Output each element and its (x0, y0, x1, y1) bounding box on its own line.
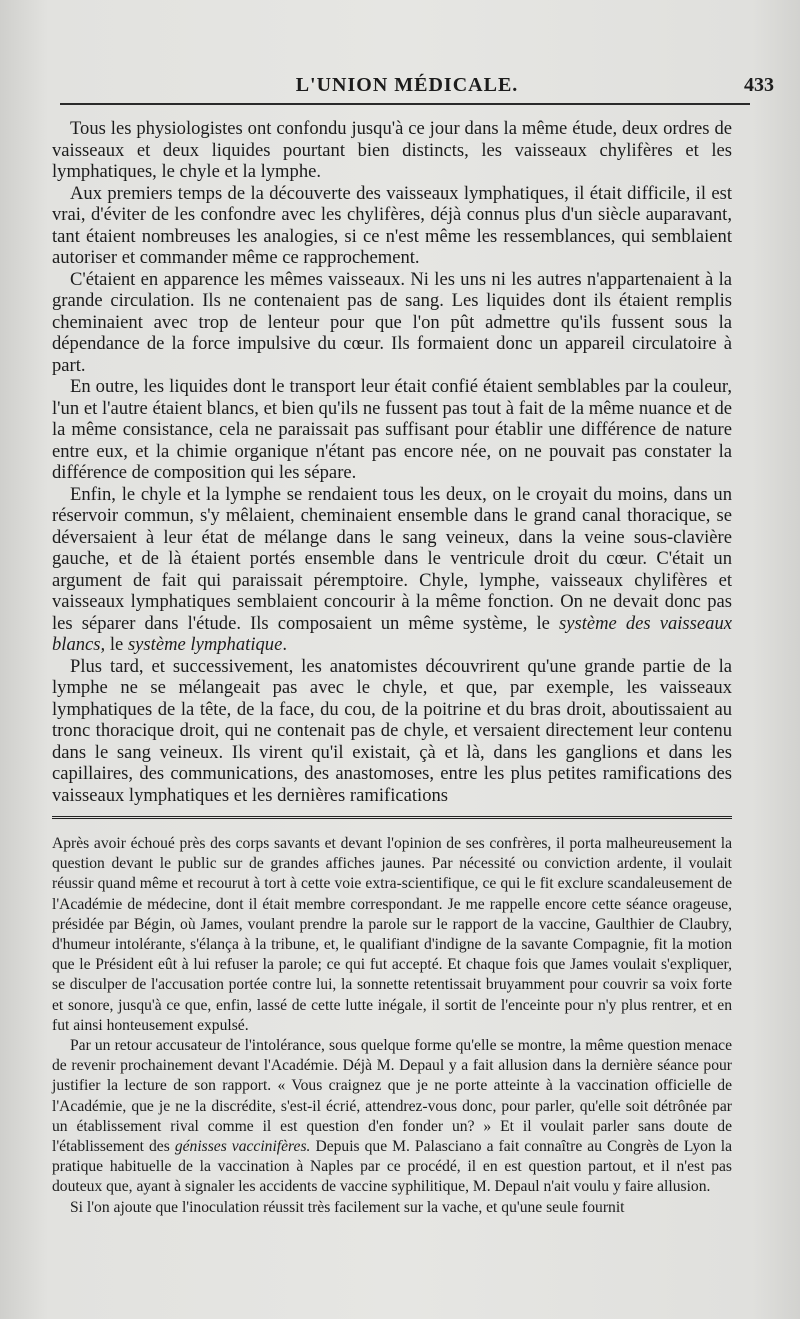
body-paragraph: Tous les physiologistes ont confondu jusqu'à ce jour dans la même étude, deux ordres de vaisseaux et deux liquides pourtant bien distincts, les vaisseaux chylifères et les lymphatiques, le chyle et la lymphe. (52, 118, 732, 182)
footnote-text-run: Par un retour accusateur de l'intolérance, sous quelque forme qu'elle se montre, la même question menace de revenir prochainement devant l'Académie. Déjà M. Depaul y a fait allusion dans la dernière séance pour justifier la lecture de son rapport. « Vous craignez que je ne porte atteinte à la vaccination officielle de l'Académie, que je ne la discrédite, s'est-il écrié, attendrez-vous donc, pour parler, qu'elle soit détrônée par un établissement rival comme il est question d'en fonder un? » Et il voulait parler sans doute de l'établissement des (52, 1037, 732, 1156)
body-text-run: le (109, 634, 124, 655)
footnote-paragraph (52, 1036, 732, 1198)
italic-term: génisses vaccinifères. (174, 1138, 311, 1156)
body-paragraph: Plus tard, et successivement, les anatomistes découvrirent qu'une grande partie de la lymphe ne se mélangeait pas avec le chyle, et que, par exemple, les vaisseaux lymphatiques de la tête, de la face, du cou, de la poitrine et du bras droit, aboutissaient au tronc thoracique droit, qui ne contenait pas de chyle, et versaient directement leur contenu dans le sang veineux. Ils virent qu'il existait, çà et là, dans les ganglions et dans les capillaires, des communications, des anastomoses, entre les plus petites ramifications des vaisseaux lymphatiques et les dernières ramifications (52, 655, 732, 806)
body-text-run: . (282, 634, 287, 655)
footnote-paragraph: Si l'on ajoute que l'inoculation réussit très facilement sur la vache, et qu'une seule fournit (70, 1198, 625, 1216)
header-rule (60, 103, 750, 105)
body-paragraph: En outre, les liquides dont le transport leur était confié étaient semblables par la couleur, l'un et l'autre étaient blancs, et bien qu'ils ne fussent pas tout à fait de la même nuance et de la même consistance, cela ne paraissait pas suffisant pour établir une différence de nature entre eux, et la chimie organique n'étant pas encore née, on ne pouvait pas constater la différence de composition qui les sépare. (52, 376, 732, 483)
page-number: 433 (744, 74, 774, 96)
footnote-text-run: Depuis que M. Palasciano a fait connaître au Congrès de Lyon la pratique habituelle de la vaccination à Naples par ce procédé, il en est question partout, et il n'est pas douteux que, ayant à signaler les accidents de vaccine syphilitique, M. Depaul n'ait voulu y faire allusion. (52, 1138, 732, 1196)
footnote-text (52, 834, 732, 1218)
main-text (52, 118, 732, 806)
body-text-run: Enfin, le chyle et la lymphe se rendaient tous les deux, on le croyait du moins, dans un réservoir commun, s'y mêlaient, cheminaient ensemble dans le grand canal thoracique, se déversaient à leur état de mélange dans le sang veineux, dans la veine sous-clavière gauche, et de là étaient portés ensemble dans le ventricule droit du cœur. C'était un argument de fait qui paraissait péremptoire. Chyle, lymphe, vaisseaux chylifères et vaisseaux lymphatiques semblaient concourir à la même fonction. On ne devait donc pas les séparer dans l'étude. Ils composaient un même système, le (52, 483, 732, 634)
body-paragraph: Aux premiers temps de la découverte des vaisseaux lymphatiques, il était difficile, il est vrai, d'éviter de les confondre avec les chylifères, déjà connus plus d'un siècle auparavant, tant étaient nombreuses les analogies, si ce n'est même les ressemblances, qui semblaient autoriser et commander même ce rapprochement. (52, 182, 732, 268)
italic-term: système lymphatique (127, 634, 283, 655)
running-title: L'UNION MÉDICALE. (295, 74, 519, 96)
italic-term: système des vaisseaux blancs, (52, 612, 732, 655)
page-header (40, 74, 774, 102)
footnote-rule (52, 816, 732, 819)
body-paragraph (52, 484, 732, 656)
footnote-paragraph: Après avoir échoué près des corps savants et devant l'opinion de ses confrères, il porta malheureusement la question devant le public sur de grandes affiches jaunes. Par nécessité ou conviction ardente, il voulait réussir quand même et recourut à tort à cette voie extra-scientifique, ce qui le fit exclure scandaleusement de l'Académie de médecine, dont il était membre correspondant. Je me rappelle encore cette séance orageuse, présidée par Bégin, où James, voulant prendre la parole sur le rapport de la vaccine, Gaulthier de Claubry, d'humeur intolérante, s'élança à la tribune, et, le qualifiant d'indigne de la savante Compagnie, fit la motion que le Président eût à lui refuser la parole; ce qui fut accepté. Et chaque fois que James voulait s'expliquer, se disculper de l'accusation portée contre lui, la sonnette retentissait bruyamment pour couvrir sa voix forte et sonore, jusqu'à ce que, enfin, lassé de cette lutte inégale, il sortit de l'enceinte pour n'y plus rentrer, et en fut ainsi honteusement expulsé. (52, 835, 732, 1034)
body-paragraph: C'étaient en apparence les mêmes vaisseaux. Ni les uns ni les autres n'appartenaient à la grande circulation. Ils ne contenaient pas de sang. Les liquides dont ils étaient remplis cheminaient avec trop de lenteur pour que l'on pût admettre qu'ils fussent sous la dépendance de la force impulsive du cœur. Ils formaient donc un appareil circulatoire à part. (52, 268, 732, 376)
